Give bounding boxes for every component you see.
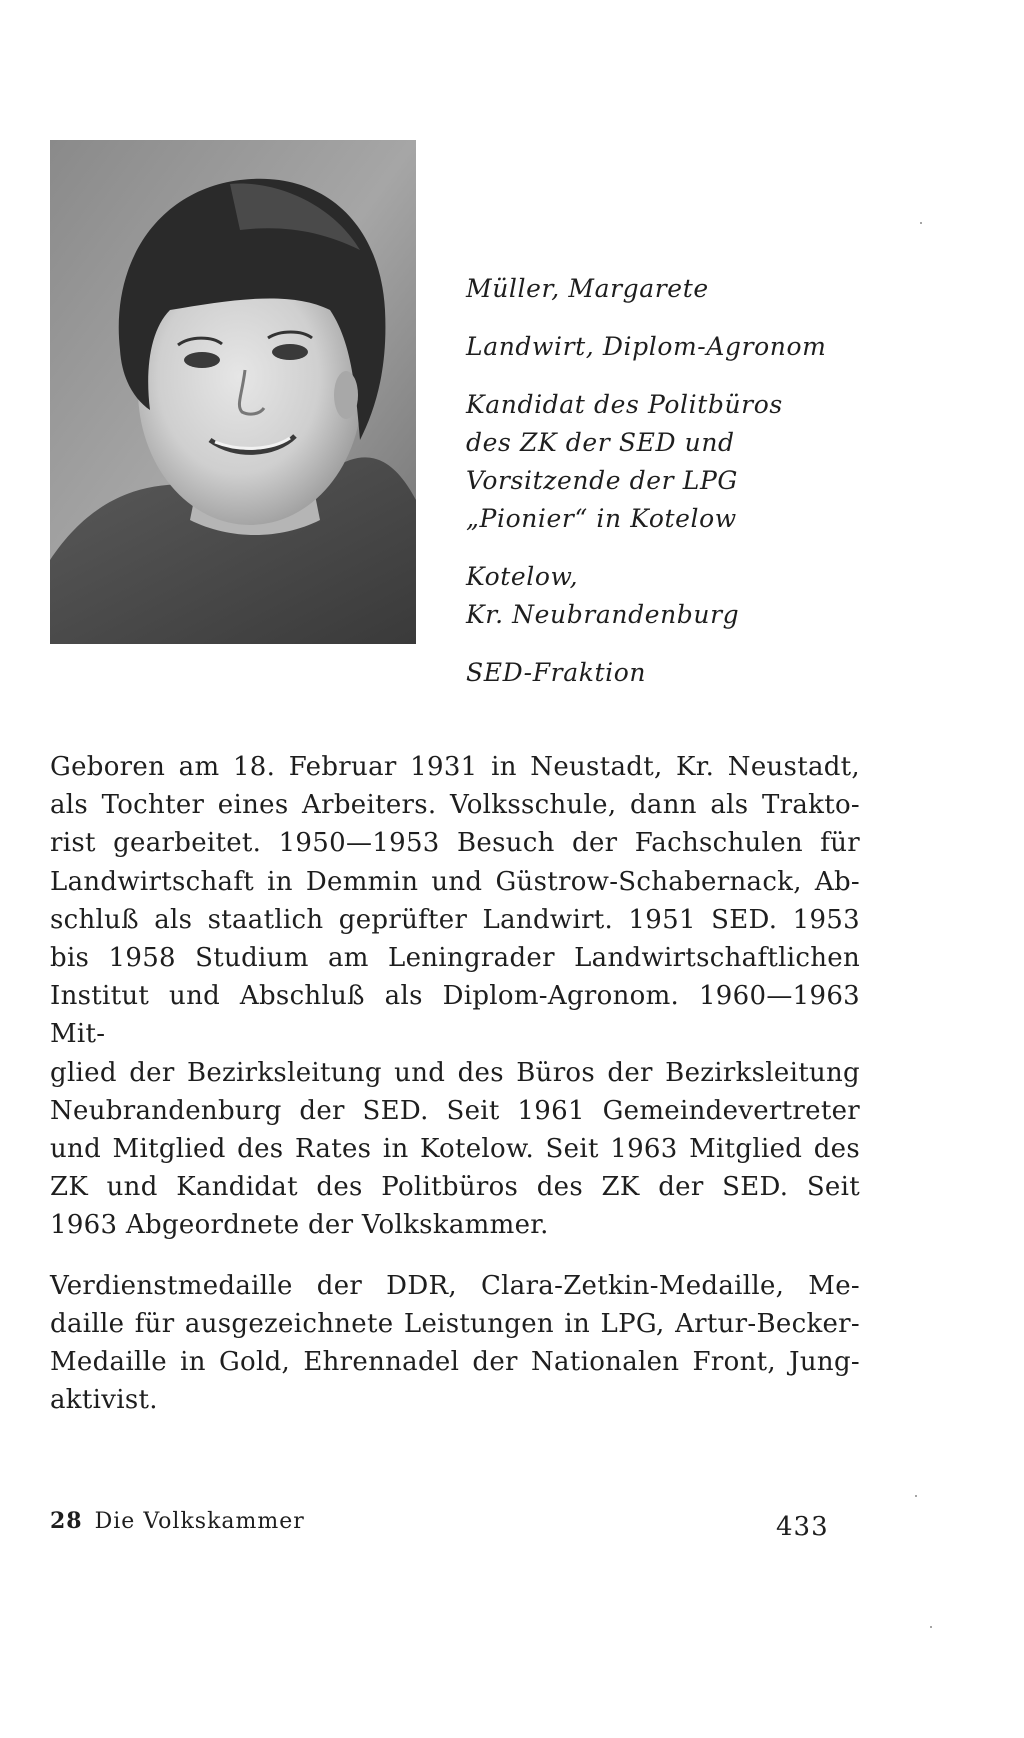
text-line: ZK und Kandidat des Politbüros des ZK der SED. Seit — [50, 1172, 860, 1203]
printer-signature: 28 — [50, 1508, 83, 1534]
text-line: Geboren am 18. Februar 1931 in Neustadt, Kr. Neustadt, — [50, 752, 860, 782]
profile-info — [466, 270, 886, 712]
text-line: Verdienstmedaille der DDR, Clara-Zetkin-Medaille, Me- — [50, 1270, 860, 1301]
profession: Landwirt, Diplom-Agronom — [466, 332, 827, 361]
text-line: bis 1958 Studium am Leningrader Landwirtschaftlichen — [50, 943, 860, 974]
address-line: Kr. Neubrandenburg — [466, 600, 740, 629]
text-line: Neubrandenburg der SED. Seit 1961 Gemeindevertreter — [50, 1095, 860, 1126]
text-line: und Mitglied des Rates in Kotelow. Seit 1963 Mitglied des — [50, 1134, 860, 1165]
position-line: „Pionier“ in Kotelow — [466, 504, 737, 533]
footer-book-title — [50, 1508, 305, 1534]
text-line: Medaille in Gold, Ehrennadel der Nationalen Front, Jung- — [50, 1347, 860, 1378]
position-line: Kandidat des Politbüros — [466, 390, 783, 419]
address-line: Kotelow, — [466, 562, 579, 591]
faction: SED-Fraktion — [466, 658, 647, 687]
position — [466, 386, 886, 538]
awards-paragraph — [50, 1267, 860, 1420]
portrait-photo — [50, 140, 416, 644]
page-number: 433 — [776, 1512, 829, 1542]
text-line: rist gearbeitet. 1950—1953 Besuch der Fachschulen für — [50, 828, 860, 859]
text-line: Institut und Abschluß als Diplom-Agronom. 1960—1963 Mit- — [50, 981, 860, 1050]
scan-speck — [920, 222, 922, 224]
book-title: Die Volkskammer — [94, 1509, 305, 1534]
person-name: Müller, Margarete — [466, 274, 709, 303]
text-line: schluß als staatlich geprüfter Landwirt. 1951 SED. 1953 — [50, 904, 860, 935]
position-line: des ZK der SED und — [466, 428, 735, 457]
biography-paragraph — [50, 748, 860, 1245]
position-line: Vorsitzende der LPG — [466, 466, 738, 495]
scan-speck — [915, 1495, 917, 1497]
text-line: 1963 Abgeordnete der Volkskammer. — [50, 1210, 549, 1241]
text-line: glied der Bezirksleitung und des Büros der Bezirksleitung — [50, 1057, 860, 1088]
biography — [50, 748, 860, 1441]
address — [466, 558, 886, 634]
text-line: als Tochter eines Arbeiters. Volksschule, dann als Trakto- — [50, 790, 860, 821]
text-line: aktivist. — [50, 1385, 158, 1416]
text-line: daille für ausgezeichnete Leistungen in LPG, Artur-Becker- — [50, 1308, 860, 1339]
text-line: Landwirtschaft in Demmin und Güstrow-Schabernack, Ab- — [50, 866, 860, 897]
scan-speck — [930, 1626, 932, 1628]
